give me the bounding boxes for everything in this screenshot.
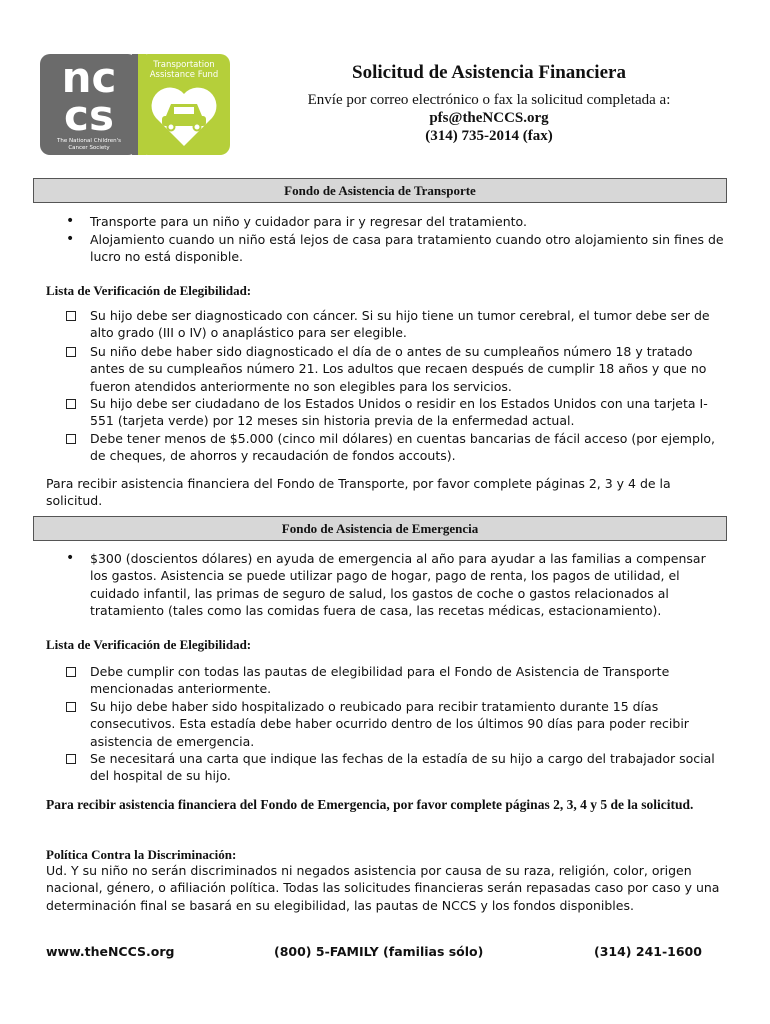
check-item-text: Su hijo debe ser ciudadano de los Estados Unidos o residir en los Estados Unidos con una tarjeta I-551 (tarjeta verde) por 12 meses sin historia previa de la enfermedad actual. [90, 396, 708, 429]
footer-family-phone: (800) 5-FAMILY (familias sólo) [274, 944, 484, 959]
checkbox-icon [66, 307, 88, 325]
nccs-logo [40, 54, 230, 155]
bullet-text: Alojamiento cuando un niño está lejos de casa para tratamiento cuando otro alojamiento sin fines de lucro no está disponible. [90, 232, 724, 265]
footer-phone: (314) 241-1600 [594, 944, 702, 959]
transport-checklist-heading: Lista de Verificación de Elegibilidad: [46, 283, 252, 298]
bullet-icon: • [66, 213, 75, 229]
transport-section-bar: Fondo de Asistencia de Transporte [33, 178, 727, 203]
transport-note: Para recibir asistencia financiera del Fondo de Transporte, por favor complete páginas 2, 3 y 4 de la solicitud. [46, 476, 671, 509]
bullet-text: Transporte para un niño y cuidador para ir y regresar del tratamiento. [90, 214, 527, 229]
logo-letters-mid: cs [64, 91, 114, 140]
bullet-icon: • [66, 231, 75, 247]
check-item-text: Se necesitará una carta que indique las fechas de la estadía de su hijo a cargo del trabajador social del hospital de su hijo. [90, 751, 715, 784]
check-item-text: Debe tener menos de $5.000 (cinco mil dólares) en cuentas bancarias de fácil acceso (por ejemplo, de cheques, de ahorros y recaudación de fondos accouts). [90, 431, 715, 464]
checkbox-icon [66, 750, 88, 768]
submit-instruction: Envíe por correo electrónico o fax la solicitud completada a: [307, 92, 671, 108]
bullet-icon: • [66, 550, 75, 566]
emergency-checklist-heading: Lista de Verificación de Elegibilidad: [46, 637, 252, 652]
policy-text: Ud. Y su niño no serán discriminados ni negados asistencia por causa de su raza, religión, color, origen nacional, género, o afiliación política. Todas las solicitudes financieras serán repasadas caso por caso y una determinación final se basará en su elegibilidad, las pautas de NCCS y los fondos disponibles. [46, 863, 720, 913]
check-item-text: Su hijo debe ser diagnosticado con cáncer. Si su hijo tiene un tumor cerebral, el tumor debe ser de alto grado (III o IV) o anaplástico para ser elegible. [90, 308, 710, 341]
checkbox-icon [66, 343, 88, 361]
footer-website[interactable]: www.theNCCS.org [46, 944, 175, 959]
checkbox-icon [66, 698, 88, 716]
emergency-note: Para recibir asistencia financiera del Fondo de Emergencia, por favor complete páginas 2, 3, 4 y 5 de la solicitud. [46, 797, 694, 812]
contact-email[interactable]: pfs@theNCCS.org [429, 110, 549, 126]
checkbox-icon [66, 663, 88, 681]
check-item-text: Su niño debe haber sido diagnosticado el día de o antes de su cumpleaños número 18 y tratado antes de su cumpleaños número 21. Los adultos que recaen después de cumplir 18 años y que no fueron atendidos anteriormente no son elegibles para los servicios. [90, 344, 707, 394]
bullet-text: $300 (doscientos dólares) en ayuda de emergencia al año para ayudar a las familias a compensar los gastos. Asistencia se puede utilizar pago de hogar, pago de renta, los pagos de utilidad, el cuidado infantil, las primas de seguro de salud, los gastos de coche o gastos relacionados al tratamiento (tales como las comidas fuera de casa, las recetas médicas, estacionamiento). [90, 551, 706, 619]
logo-letters-top: nc [61, 54, 117, 102]
logo-fund-line1: Transportation [153, 60, 215, 70]
policy-heading: Política Contra la Discriminación: [46, 847, 237, 862]
check-item-text: Debe cumplir con todas las pautas de elegibilidad para el Fondo de Asistencia de Transporte mencionadas anteriormente. [90, 664, 670, 697]
checkbox-icon [66, 430, 88, 448]
check-item-text: Su hijo debe haber sido hospitalizado o reubicado para recibir tratamiento durante 15 días consecutivos. Esta estadía debe haber ocurrido dentro de los últimos 90 días para poder recibir asistencia de emergencia. [90, 699, 689, 749]
logo-fund-line2: Assistance Fund [149, 70, 219, 80]
checkbox-icon [66, 395, 88, 413]
page-title: Solicitud de Asistencia Financiera [352, 62, 626, 83]
contact-fax: (314) 735-2014 (fax) [425, 128, 553, 144]
emergency-section-bar: Fondo de Asistencia de Emergencia [33, 516, 727, 541]
logo-org-line2: Cancer Society [68, 145, 110, 151]
logo-org-line1: The National Children's [57, 138, 121, 144]
